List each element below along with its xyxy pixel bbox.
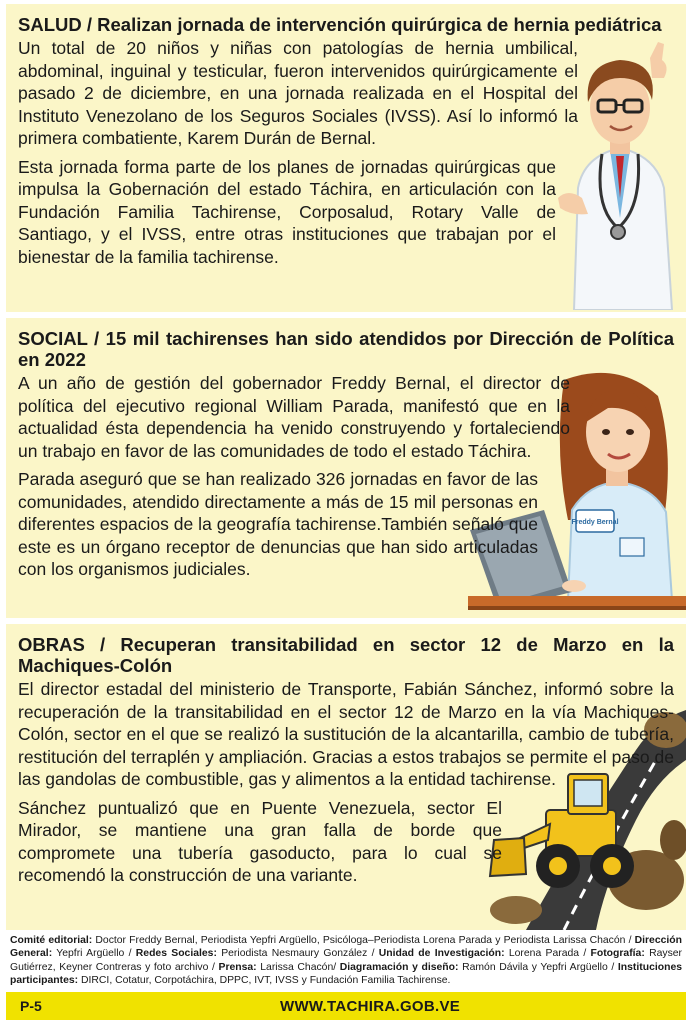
page-footer <box>6 992 686 1020</box>
credit-label-redes: Redes Sociales: <box>135 948 217 960</box>
editorial-credits <box>6 934 686 988</box>
obras-title: OBRAS / Recuperan transitabilidad en sector 12 de Marzo en la Machiques-Colón <box>18 634 674 676</box>
obras-paragraph-2: Sánchez puntualizó que en Puente Venezuela, sector El Mirador, se mantiene una gran falla de borde que compromete una tubería gasoducto, para lo cual se recomendó la construcción de una variante. <box>18 797 502 885</box>
credit-value-prensa: Larissa Chacón/ <box>256 961 340 973</box>
obras-paragraph-1: El director estadal del ministerio de Transporte, Fabián Sánchez, informó sobre la recuperación de la transitabilidad en el sector 12 de Marzo en la vía Machiques-Colón, sector en el que se realizó la sustitución de la alcantarilla, cambio de tubería, restitución del terraplén y ampliación. Gracias a estos trabajos se permite el paso de las gandolas de combustible, gas y alimentos a la entidad tachirense. <box>18 679 674 789</box>
credit-label-investigacion: Unidad de Investigación: <box>378 948 505 960</box>
nurse-badge-text: Freddy Bernal <box>571 519 619 526</box>
credit-label-diagramacion: Diagramación y diseño: <box>339 961 459 973</box>
page-number: P-5 <box>20 998 42 1014</box>
social-title: SOCIAL / 15 mil tachirenses han sido atendidos por Dirección de Política en 2022 <box>18 328 674 370</box>
social-paragraph-1: A un año de gestión del gobernador Freddy Bernal, el director de política del ejecutivo regional William Parada, manifestó que en la actualidad ésta dependencia ha venido construyendo y fortaleciendo un trabajo en favor de las comunidades de todo el estado Táchira. <box>18 373 570 461</box>
social-paragraph-2: Parada aseguró que se han realizado 326 jornadas en favor de las comunidades, atendido directamente a más de 15 mil personas en diferentes espacios de la geografía tachirense.También señaló que este es un órgano receptor de denuncias que han sido articuladas con los organismos judiciales. <box>18 469 538 579</box>
salud-section <box>6 4 686 312</box>
obras-section <box>6 624 686 930</box>
credit-value-comite: Doctor Freddy Bernal, Periodista Yepfri Argüello, Psicóloga–Periodista Lorena Parada y Periodista Larissa Chacón / <box>92 935 635 946</box>
credit-value-investigacion: Lorena Parada / <box>504 948 591 960</box>
credit-label-instituciones: Instituciones participantes: <box>10 961 683 987</box>
salud-paragraph-1: Un total de 20 niños y niñas con patologías de hernia umbilical, abdominal, inguinal y testicular, fueron intervenidos quirúrgicamente el pasado 2 de diciembre, en una jornada realizada en el Hospital del Instituto Venezolano de los Seguros Sociales (IVSS). Así lo informó la primera combatiente, Karem Durán de Bernal. <box>18 38 578 148</box>
credit-value-instituciones: DIRCI, Cotatur, Corpotáchira, DPPC, IVT, IVSS y Fundación Familia Tachirense. <box>78 975 451 987</box>
website-link[interactable]: WWW.TACHIRA.GOB.VE <box>280 997 461 1015</box>
credit-value-redes: Periodista Nesmaury González / <box>216 948 379 960</box>
credit-value-direccion: Yepfri Argüello / <box>52 948 136 960</box>
salud-title: SALUD / Realizan jornada de intervención quirúrgica de hernia pediátrica <box>18 14 662 35</box>
social-section <box>6 318 686 618</box>
credit-value-fotografia: Rayser Gutiérrez, Keyner Contreras y foto archivo / <box>10 948 683 973</box>
salud-paragraph-2: Esta jornada forma parte de los planes de jornadas quirúrgicas que impulsa la Gobernación del estado Táchira, en articulación con la Fundación Familia Tachirense, Corposalud, Rotary Valle de Santiago, y el IVSS, entre otras instituciones que trabajan por el bienestar de la familia tachirense. <box>18 156 556 267</box>
credit-label-prensa: Prensa: <box>218 961 257 973</box>
credit-label-comite: Comité editorial: <box>10 935 93 946</box>
credit-label-fotografia: Fotografía: <box>590 948 645 960</box>
credit-label-direccion: Dirección General: <box>10 935 682 960</box>
credit-value-diagramacion: Ramón Dávila y Yepfri Argüello / <box>458 961 618 973</box>
